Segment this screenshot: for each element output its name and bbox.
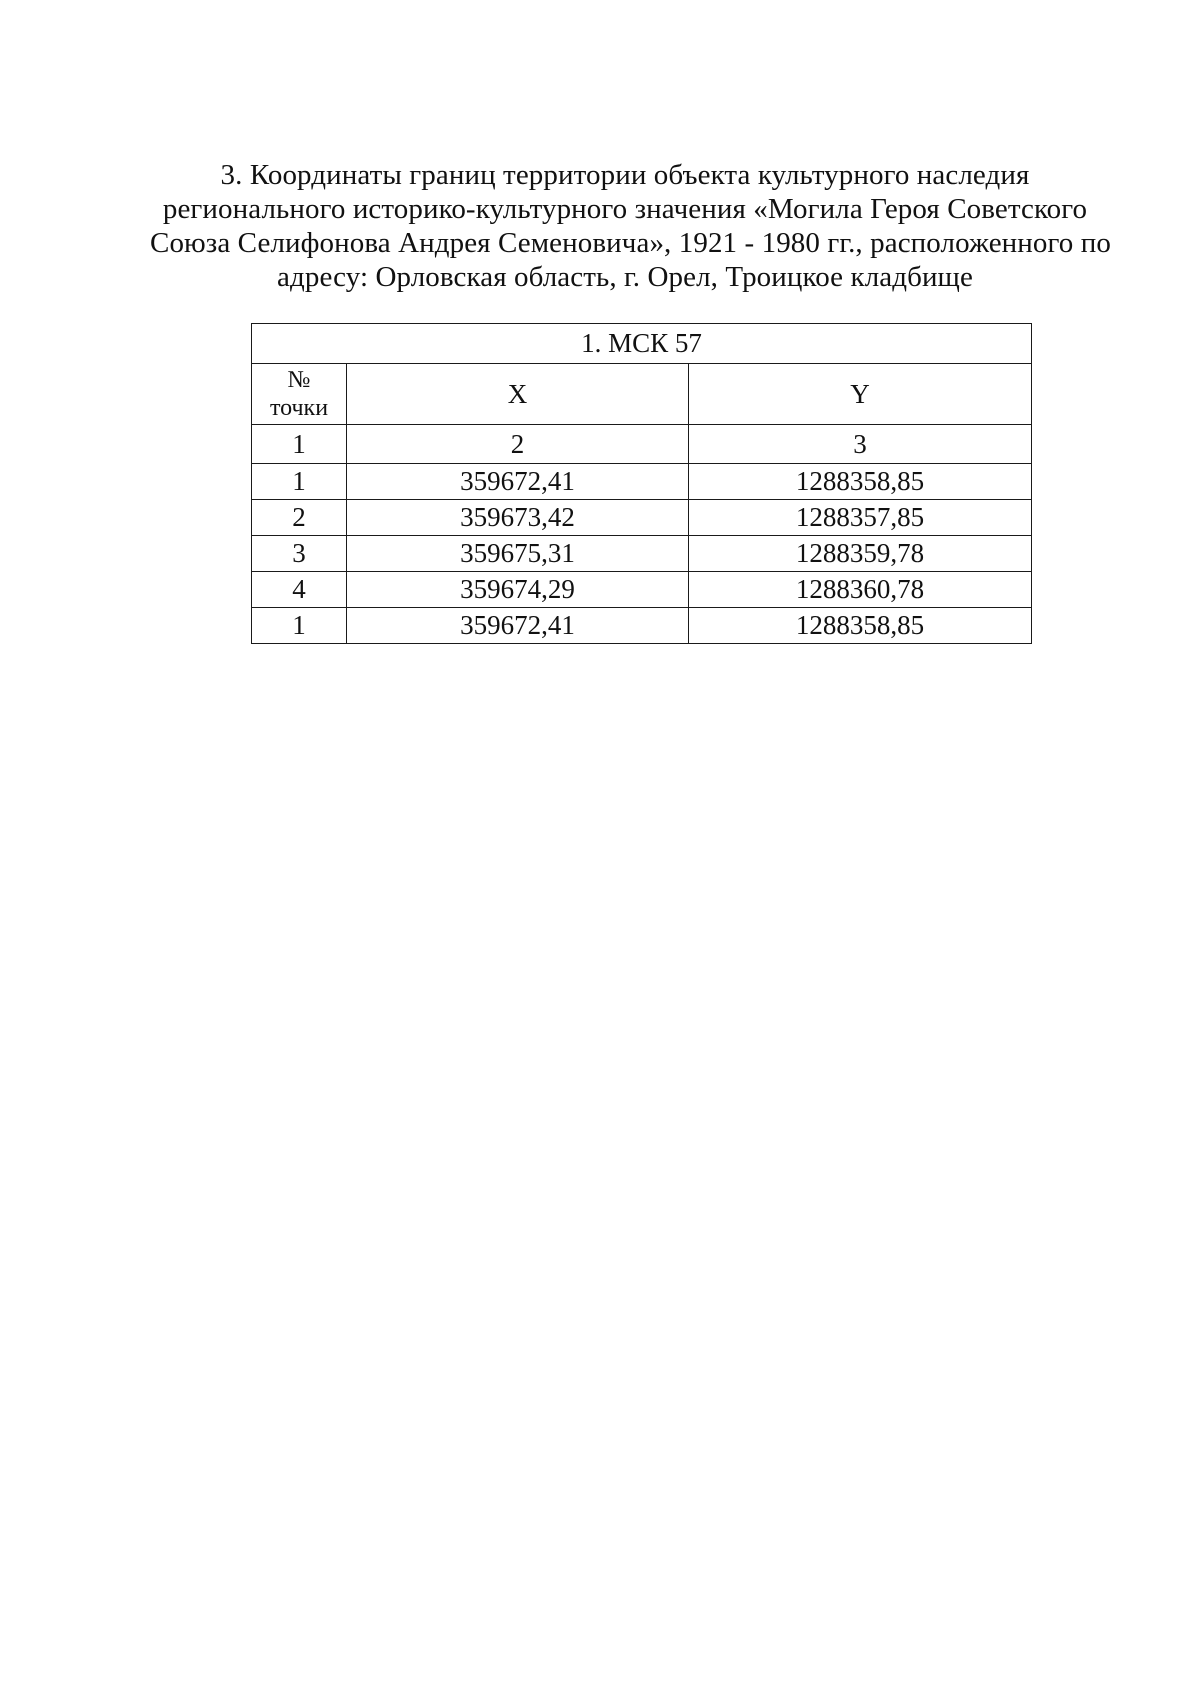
x-coordinate-cell: 359672,41	[347, 608, 689, 644]
document-heading	[150, 158, 1111, 294]
heading-line: Союза Селифонова Андрея Семеновича», 1921 - 1980 гг., расположенного по	[150, 227, 1111, 259]
coordinate-system-row	[252, 324, 1032, 364]
column-number-row	[252, 425, 1032, 464]
x-coordinate-cell: 359675,31	[347, 536, 689, 572]
table-row	[252, 536, 1032, 572]
table-header-row	[252, 364, 1032, 425]
y-coordinate-cell: 1288357,85	[689, 500, 1032, 536]
table-row	[252, 464, 1032, 500]
point-number-cell: 3	[252, 536, 347, 572]
heading-line: адресу: Орловская область, г. Орел, Троицкое кладбище	[277, 261, 973, 293]
point-number-cell: 1	[252, 608, 347, 644]
x-header: X	[347, 364, 689, 425]
heading-line: регионального историко-культурного значения «Могила Героя Советского	[162, 193, 1088, 225]
coordinate-system-label: 1. МСК 57	[252, 324, 1032, 364]
column-number: 2	[347, 425, 689, 464]
column-number: 3	[689, 425, 1032, 464]
x-coordinate-cell: 359674,29	[347, 572, 689, 608]
point-number-cell: 2	[252, 500, 347, 536]
y-coordinate-cell: 1288360,78	[689, 572, 1032, 608]
column-number: 1	[252, 425, 347, 464]
point-number-word: точки	[269, 395, 329, 421]
table-row	[252, 500, 1032, 536]
y-coordinate-cell: 1288358,85	[689, 608, 1032, 644]
coordinates-table	[251, 323, 1032, 644]
y-coordinate-cell: 1288358,85	[689, 464, 1032, 500]
y-coordinate-cell: 1288359,78	[689, 536, 1032, 572]
point-number-cell: 1	[252, 464, 347, 500]
table-row	[252, 572, 1032, 608]
point-number-symbol: №	[287, 367, 311, 393]
y-header: Y	[689, 364, 1032, 425]
heading-line: 3. Координаты границ территории объекта культурного наследия	[220, 159, 1030, 191]
table-row	[252, 608, 1032, 644]
x-coordinate-cell: 359673,42	[347, 500, 689, 536]
x-coordinate-cell: 359672,41	[347, 464, 689, 500]
point-number-cell: 4	[252, 572, 347, 608]
point-number-header	[252, 364, 347, 425]
